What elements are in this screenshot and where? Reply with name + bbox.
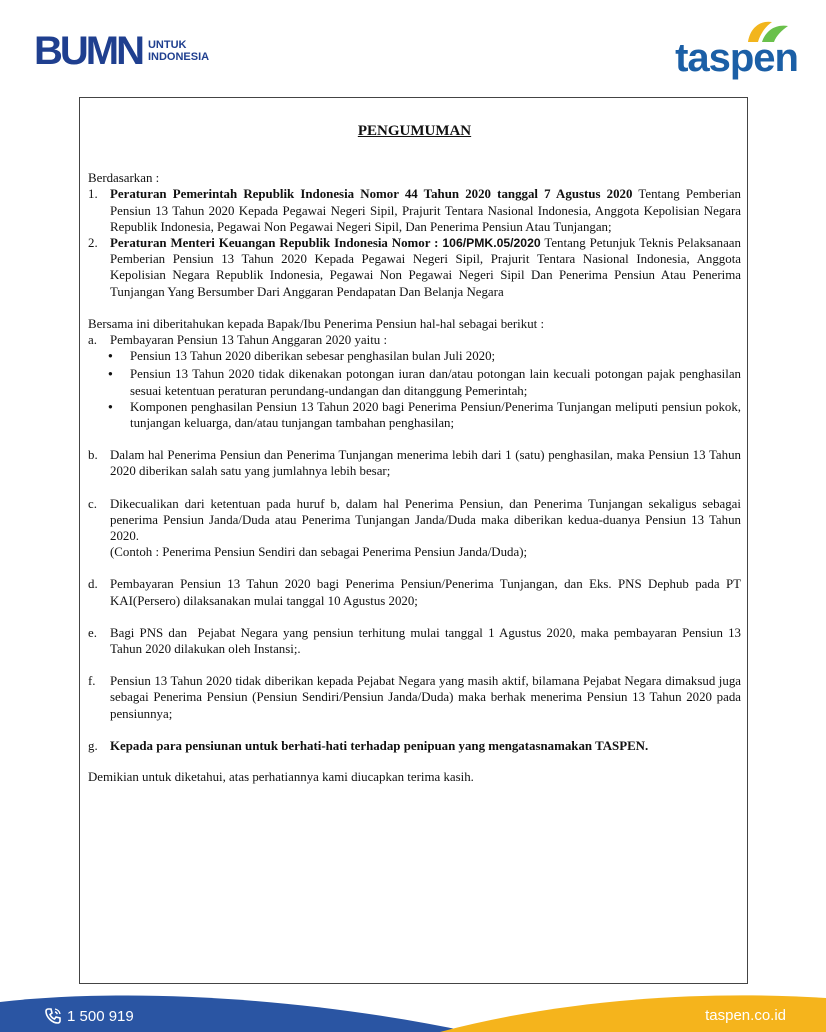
list-item xyxy=(108,348,741,366)
footer-phone[interactable] xyxy=(44,1007,134,1025)
item-a-bullets xyxy=(88,348,741,431)
item-c-text: Dikecualikan dari ketentuan pada huruf b, dalam hal Penerima Pensiun, dan Penerima Tunjangan sekaligus sebagai penerima Pensiun Janda/Duda atau Penerima Tunjangan Janda/Duda maka diberikan kedua-duanya Pensiun 13 Tahun 2020. xyxy=(110,496,741,544)
page-title: PENGUMUMAN xyxy=(357,123,472,139)
bullet-text: Komponen penghasilan Pensiun 13 Tahun 2020 bagi Penerima Pensiun/Penerima Tunjangan meliputi pensiun pokok, tunjangan keluarga, dan/atau tunjangan tambahan penghasilan; xyxy=(130,399,741,431)
phone-icon xyxy=(44,1007,62,1025)
bullet-icon xyxy=(108,399,130,431)
item-b-text: Dalam hal Penerima Pensiun dan Penerima Tunjangan menerima lebih dari 1 (satu) penghasilan, maka Pensiun 13 Tahun 2020 diberikan salah satu yang jumlahnya lebih besar; xyxy=(110,448,741,479)
footer-website-link[interactable]: taspen.co.id xyxy=(705,1007,786,1024)
taspen-logo xyxy=(668,18,798,78)
legal-basis-item-1 xyxy=(88,186,741,235)
list-marker: f. xyxy=(88,674,96,689)
bumn-logo-line1: UNTUK xyxy=(147,39,187,51)
item-f xyxy=(88,673,741,722)
item-a xyxy=(88,332,741,348)
legal-basis-title: Peraturan Menteri Keuangan Republik Indonesia Nomor : xyxy=(110,236,443,251)
bullet-icon xyxy=(108,366,130,398)
bullet-text: Pensiun 13 Tahun 2020 tidak dikenakan potongan iuran dan/atau potongan lain kecuali potongan pajak penghasilan sesuai ketentuan peraturan perundang-undangan dan ditanggung Pemerintah; xyxy=(130,367,741,398)
closing-text: Demikian untuk diketahui, atas perhatiannya kami diucapkan terima kasih. xyxy=(88,770,474,785)
item-e-text: Bagi PNS dan Pejabat Negara yang pensiun terhitung mulai tanggal 1 Agustus 2020, maka pembayaran Pensiun 13 Tahun 2020 dilakukan oleh Instansi;. xyxy=(110,625,744,657)
bullet-text: Pensiun 13 Tahun 2020 diberikan sebesar penghasilan bulan Juli 2020; xyxy=(130,349,496,364)
legal-basis-item-2 xyxy=(88,235,741,300)
item-c xyxy=(88,496,741,561)
list-marker: 1. xyxy=(88,187,98,202)
item-f-text: Pensiun 13 Tahun 2020 tidak diberikan kepada Pejabat Negara yang masih aktif, bilamana Pejabat Negara dimaksud juga sebagai Penerima Pensiun (Pensiun Sendiri/Pensiun Janda/Duda) maka berhak menerima Pensiun 13 Tahun 2020 pada pensiunnya; xyxy=(110,674,741,721)
list-marker: c. xyxy=(88,496,97,511)
legal-basis-text xyxy=(110,235,741,300)
list-item xyxy=(108,399,741,431)
list-marker: e. xyxy=(88,625,97,640)
announce-intro: Bersama ini diberitahukan kepada Bapak/Ibu Penerima Pensiun hal-hal sebagai berikut : xyxy=(88,316,545,331)
list-marker: d. xyxy=(88,577,98,592)
item-g xyxy=(88,738,741,754)
bullet-icon xyxy=(108,348,130,366)
item-d-text: Pembayaran Pensiun 13 Tahun 2020 bagi Penerima Pensiun/Penerima Tunjangan, dan Eks. PNS Dephub pada PT KAI(Persero) dilaksanakan mulai tanggal 10 Agustus 2020; xyxy=(110,577,741,608)
item-b xyxy=(88,447,741,479)
list-marker: g. xyxy=(88,738,98,753)
footer-phone-number: 1 500 919 xyxy=(67,1007,134,1025)
taspen-logo-word: taspen xyxy=(675,36,798,80)
item-e xyxy=(88,625,744,657)
announcement-content xyxy=(88,120,744,785)
item-c-body xyxy=(110,496,741,561)
list-item xyxy=(108,366,741,398)
legal-basis-desc: Tentang Pemberian Pensiun 13 Tahun 2020 Kepada Pegawai Negeri Sipil, Prajurit Tentara Nasional Indonesia, Anggota Kepolisian Negara Republik Indonesia, Pegawai Non Pegawai Negeri Sipil, Dan Penerima Pensiun Atau Tunjangan; xyxy=(110,187,741,234)
bumn-logo-mark: BUMN xyxy=(34,29,142,73)
legal-basis-desc: Tentang Petunjuk Teknis Pelaksanaan Pemberian Pensiun 13 Tahun 2020 Kepada Pegawai Negeri Sipil, Prajurit Tentara Nasional Indonesia, Anggota Kepolisian Negara Republik Indonesia, Pegawai Non Pegawai Negeri Sipil Dan Penerima Pensiun Atau Penerima Tunjangan Yang Bersumber Dari Anggaran Pendapatan Dan Belanja Negara xyxy=(110,236,741,299)
item-a-text: Pembayaran Pensiun 13 Tahun Anggaran 2020 yaitu : xyxy=(110,333,388,348)
bumn-logo-subtitle xyxy=(148,39,209,63)
bumn-logo xyxy=(34,30,209,72)
legal-basis-number: 106/PMK.05/2020 xyxy=(442,236,541,251)
list-marker: 2. xyxy=(88,236,98,251)
item-d xyxy=(88,576,741,608)
item-c-example: (Contoh : Penerima Pensiun Sendiri dan sebagai Penerima Pensiun Janda/Duda); xyxy=(110,545,528,560)
list-marker: a. xyxy=(88,333,97,348)
list-marker: b. xyxy=(88,448,98,463)
item-g-warning: Kepada para pensiunan untuk berhati-hati terhadap penipuan yang mengatasnamakan TASPEN. xyxy=(110,738,649,753)
bumn-logo-line2: INDONESIA xyxy=(147,51,210,63)
intro-text: Berdasarkan : xyxy=(88,171,160,186)
legal-basis-text xyxy=(110,186,741,235)
legal-basis-title: Peraturan Pemerintah Republik Indonesia Nomor 44 Tahun 2020 tanggal 7 Agustus 2020 xyxy=(110,187,633,202)
